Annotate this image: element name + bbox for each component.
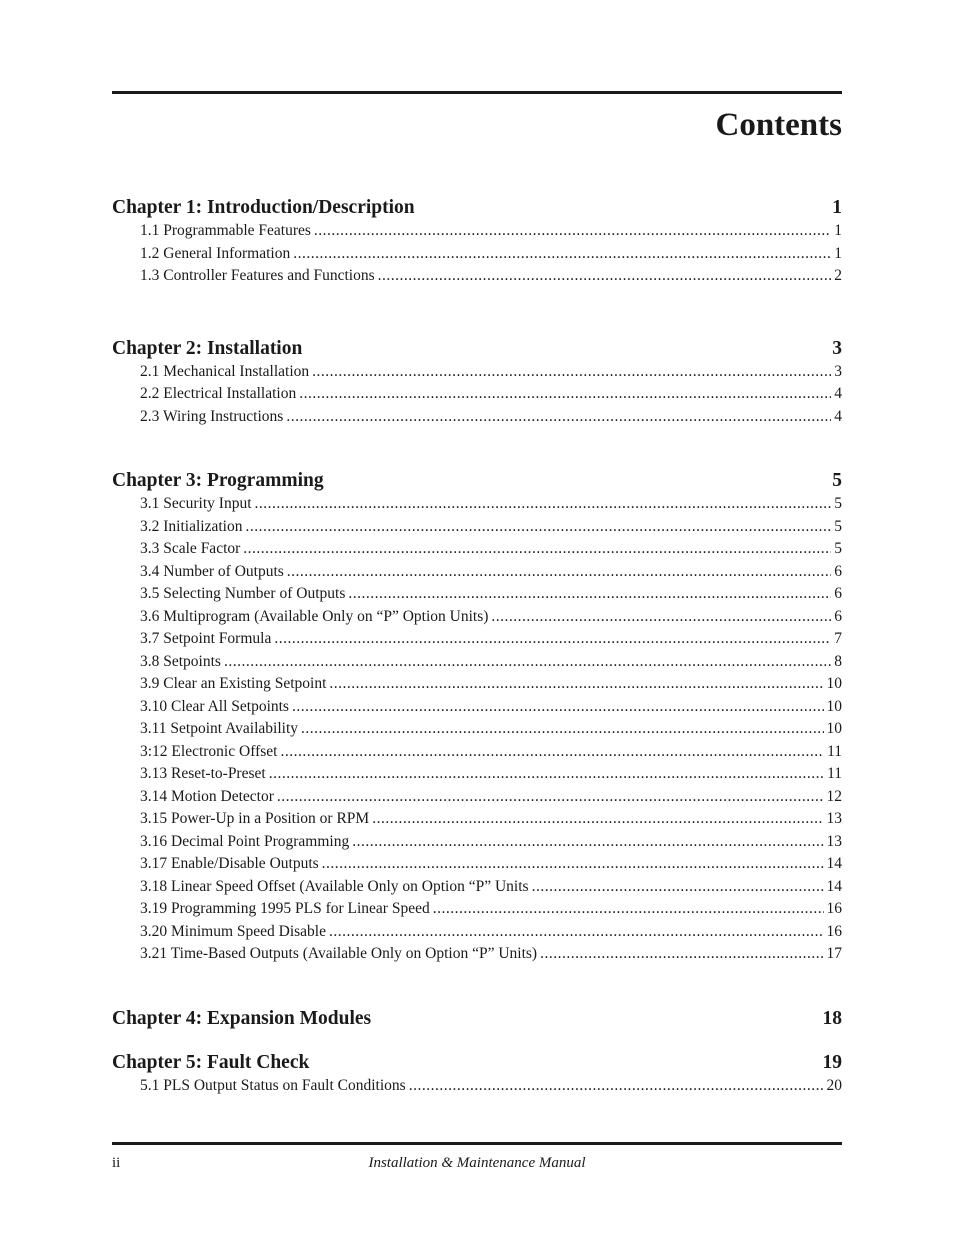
- table-of-contents: [112, 195, 842, 1097]
- chapter-page: 3: [832, 337, 842, 359]
- entry-label: 3.9 Clear an Existing Setpoint: [140, 675, 327, 692]
- entry-page: 10: [826, 675, 842, 692]
- toc-entry[interactable]: [140, 265, 842, 288]
- entry-label: 2.2 Electrical Installation: [140, 385, 297, 402]
- dot-leader: [348, 583, 831, 606]
- toc-entry[interactable]: [140, 243, 842, 266]
- entry-label: 3.2 Initialization: [140, 517, 243, 535]
- entry-label: 3.5 Selecting Number of Outputs: [140, 585, 346, 602]
- toc-entry[interactable]: [140, 808, 842, 831]
- entry-label: 3.21 Time-Based Outputs (Available Only on Option “P” Units): [140, 945, 538, 962]
- entry-label: 1.2 General Information: [140, 244, 291, 262]
- entry-label: 2.1 Mechanical Installation: [140, 362, 310, 380]
- dot-leader: [532, 876, 824, 899]
- entry-label: 3.11 Setpoint Availability: [140, 720, 299, 737]
- chapter-page: 19: [822, 1051, 842, 1073]
- entry-page: 11: [827, 742, 842, 760]
- dot-leader: [378, 265, 832, 288]
- entry-page: 2: [834, 267, 842, 284]
- toc-entry[interactable]: [140, 561, 842, 584]
- chapter-heading[interactable]: [112, 195, 842, 220]
- chapter-page: 1: [832, 197, 842, 218]
- toc-entry[interactable]: [140, 718, 842, 741]
- dot-leader: [409, 1075, 824, 1098]
- entry-page: 1: [834, 222, 842, 239]
- dot-leader: [314, 220, 831, 243]
- toc-entry[interactable]: [140, 853, 842, 876]
- dot-leader: [352, 831, 823, 854]
- toc-entry[interactable]: [140, 628, 842, 651]
- chapter-block: [112, 1006, 842, 1031]
- chapter-block: [112, 468, 842, 966]
- entry-label: 3.13 Reset-to-Preset: [140, 765, 266, 782]
- toc-entry[interactable]: [140, 1075, 842, 1098]
- toc-entry[interactable]: [140, 921, 842, 944]
- chapter-heading[interactable]: [112, 1006, 842, 1031]
- entry-page: 6: [834, 585, 842, 602]
- chapter-title: Chapter 4: Expansion Modules: [112, 1007, 372, 1029]
- dot-leader: [280, 741, 824, 764]
- dot-leader: [491, 606, 831, 629]
- chapter-heading[interactable]: [112, 1050, 842, 1075]
- entry-page: 10: [826, 720, 842, 737]
- toc-entry[interactable]: [140, 516, 842, 539]
- chapter-title: Chapter 3: Programming: [112, 470, 324, 491]
- entry-page: 6: [834, 607, 842, 625]
- entry-label: 3.19 Programming 1995 PLS for Linear Speed: [140, 900, 430, 917]
- entry-label: 3:12 Electronic Offset: [140, 742, 278, 760]
- entry-label: 3.15 Power-Up in a Position or RPM: [140, 810, 370, 827]
- entry-page: 14: [826, 855, 842, 872]
- chapter-block: [112, 195, 842, 288]
- toc-entry[interactable]: [140, 606, 842, 629]
- toc-entry[interactable]: [140, 696, 842, 719]
- chapter-title: Chapter 1: Introduction/Description: [112, 197, 415, 218]
- chapter-heading[interactable]: [112, 336, 842, 361]
- entry-page: 13: [826, 832, 842, 850]
- toc-entry[interactable]: [140, 741, 842, 764]
- bottom-rule: [112, 1142, 842, 1145]
- entry-page: 17: [826, 945, 842, 962]
- entry-label: 3.17 Enable/Disable Outputs: [140, 855, 319, 872]
- dot-leader: [277, 786, 824, 809]
- footer-page-number: ii: [112, 1155, 121, 1171]
- entry-page: 4: [834, 385, 842, 402]
- entry-page: 1: [834, 244, 842, 262]
- entry-label: 3.8 Setpoints: [140, 652, 221, 670]
- dot-leader: [274, 628, 831, 651]
- chapter-page: 18: [822, 1007, 842, 1029]
- dot-leader: [433, 898, 824, 921]
- chapter-title: Chapter 2: Installation: [112, 337, 303, 359]
- dot-leader: [322, 853, 824, 876]
- entry-label: 1.3 Controller Features and Functions: [140, 267, 375, 284]
- toc-entry[interactable]: [140, 876, 842, 899]
- entry-page: 5: [834, 517, 842, 535]
- entry-page: 16: [826, 900, 842, 917]
- toc-entry[interactable]: [140, 583, 842, 606]
- dot-leader: [286, 406, 831, 429]
- entry-label: 2.3 Wiring Instructions: [140, 407, 284, 425]
- entry-label: 3.3 Scale Factor: [140, 540, 241, 557]
- entry-page: 8: [834, 652, 842, 670]
- toc-entry[interactable]: [140, 831, 842, 854]
- chapter-page: 5: [832, 470, 842, 491]
- dot-leader: [245, 516, 831, 539]
- entry-label: 3.14 Motion Detector: [140, 787, 274, 805]
- entry-page: 4: [834, 407, 842, 425]
- entry-label: 3.16 Decimal Point Programming: [140, 832, 350, 850]
- toc-entry[interactable]: [140, 943, 842, 966]
- chapter-heading[interactable]: [112, 468, 842, 493]
- dot-leader: [372, 808, 823, 831]
- entry-label: 3.1 Security Input: [140, 495, 252, 512]
- entry-label: 3.18 Linear Speed Offset (Available Only on Option “P” Units: [140, 877, 529, 895]
- toc-entry[interactable]: [140, 651, 842, 674]
- entry-page: 16: [826, 922, 842, 940]
- entry-page: 5: [834, 495, 842, 512]
- dot-leader: [301, 718, 823, 741]
- dot-leader: [293, 243, 831, 266]
- dot-leader: [292, 696, 824, 719]
- entry-label: 1.1 Programmable Features: [140, 222, 311, 239]
- entry-page: 6: [834, 562, 842, 580]
- entry-label: 3.10 Clear All Setpoints: [140, 697, 289, 715]
- dot-leader: [540, 943, 823, 966]
- entry-page: 12: [826, 787, 842, 805]
- toc-entry[interactable]: [140, 406, 842, 429]
- dot-leader: [312, 361, 831, 384]
- dot-leader: [329, 921, 824, 944]
- entry-page: 20: [826, 1076, 842, 1094]
- entry-label: 3.7 Setpoint Formula: [140, 630, 272, 647]
- toc-entry[interactable]: [140, 361, 842, 384]
- toc-entry[interactable]: [140, 220, 842, 243]
- entry-page: 11: [827, 765, 842, 782]
- entry-label: 3.6 Multiprogram (Available Only on “P” Option Units): [140, 607, 489, 625]
- top-rule: [112, 91, 842, 94]
- toc-entry[interactable]: [140, 538, 842, 561]
- footer-manual-title: Installation & Maintenance Manual: [368, 1155, 586, 1171]
- entry-label: 3.20 Minimum Speed Disable: [140, 922, 326, 940]
- chapter-block: [112, 1050, 842, 1098]
- entry-page: 13: [826, 810, 842, 827]
- dot-leader: [243, 538, 831, 561]
- entry-page: 5: [834, 540, 842, 557]
- entry-label: 5.1 PLS Output Status on Fault Conditions: [140, 1076, 406, 1094]
- toc-entry[interactable]: [140, 786, 842, 809]
- dot-leader: [255, 493, 832, 516]
- toc-entry[interactable]: [140, 763, 842, 786]
- toc-entry[interactable]: [140, 493, 842, 516]
- page-title: Contents: [715, 107, 842, 143]
- dot-leader: [329, 673, 823, 696]
- dot-leader: [299, 383, 831, 406]
- chapter-title: Chapter 5: Fault Check: [112, 1051, 310, 1073]
- entry-label: 3.4 Number of Outputs: [140, 562, 284, 580]
- entry-page: 10: [826, 697, 842, 715]
- dot-leader: [224, 651, 831, 674]
- toc-entry[interactable]: [140, 673, 842, 696]
- entry-page: 14: [826, 877, 842, 895]
- dot-leader: [287, 561, 831, 584]
- toc-entry[interactable]: [140, 383, 842, 406]
- dot-leader: [269, 763, 824, 786]
- entry-page: 3: [834, 362, 842, 380]
- chapter-block: [112, 336, 842, 429]
- entry-page: 7: [834, 630, 842, 647]
- toc-entry[interactable]: [140, 898, 842, 921]
